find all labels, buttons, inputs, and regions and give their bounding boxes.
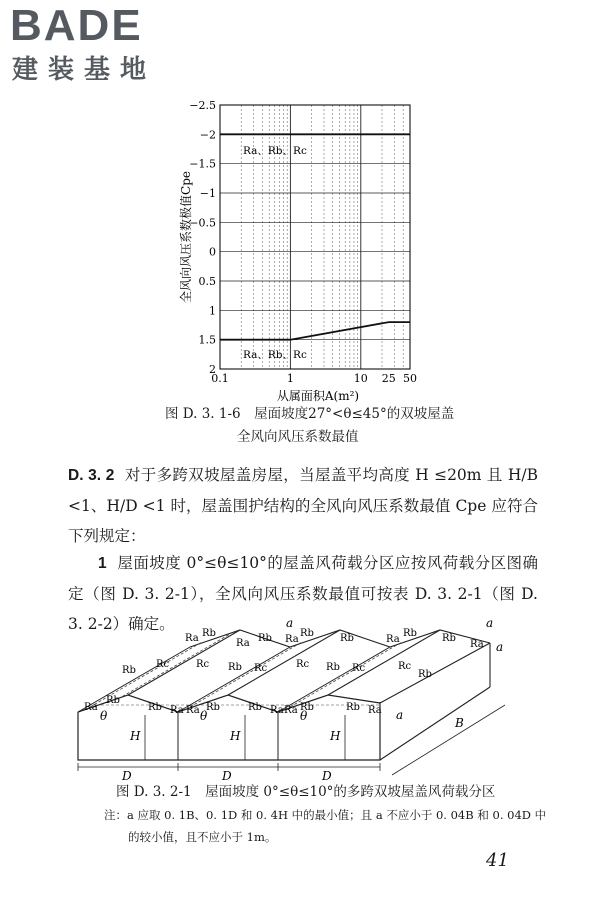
roof-zone-label-back-5: Ra [285, 634, 299, 645]
dim-h-label-3: H [330, 729, 341, 743]
roof-zone-label-front-5: Ra [186, 705, 200, 716]
dim-b-label: B [455, 716, 464, 730]
chart-x-tick-label: 50 [403, 372, 417, 385]
angle-label-3: θ [300, 709, 308, 723]
chart-x-tick-label: 1 [286, 372, 294, 385]
roof-zone-label-back-2: Rb [202, 628, 216, 639]
roof-zone-label-mid-4: Rb [228, 662, 242, 673]
chart-y-tick-label: 0 [209, 245, 216, 259]
roof-zone-label-mid-3: Rc [196, 659, 210, 670]
roof-zone-label-back-4: Rb [258, 633, 272, 644]
wind-pressure-chart [0, 0, 600, 420]
roof-zone-label-back-3: Ra [236, 638, 250, 649]
chart-y-tick-label: 1.5 [198, 333, 216, 347]
section-paragraph [68, 460, 538, 551]
roof-zone-label-back-8: Ra [386, 634, 400, 645]
section-number: D. 3. 2 [68, 467, 115, 484]
roof-zone-label-mid-7: Rb [326, 662, 340, 673]
section-text: 对于多跨双坡屋盖房屋，当屋盖平均高度 H ≤20m 且 H/B <1、H/D <1 时，屋盖围护结构的全风向风压系数最值 Cpe 应符合下列规定： [68, 466, 538, 545]
roof-zone-label-front-10: Rb [300, 702, 314, 713]
roof-zone-label-front-11: Rb [346, 702, 360, 713]
dim-h-label-2: H [230, 729, 241, 743]
roof-zone-label-back-1: Ra [185, 633, 199, 644]
chart-y-axis-label: 全风向风压系数极值Cpe [179, 171, 193, 303]
brand-logo: BADE [10, 1, 143, 50]
roof-zone-label-back-7: Rb [340, 633, 354, 644]
dim-h-label-1: H [130, 729, 141, 743]
chart-series-line-2 [220, 322, 410, 340]
roof-zone-label-front-8: Ra [270, 705, 284, 716]
roof-zone-label-front-4: Ra [170, 705, 184, 716]
chart-y-tick-label: 0.5 [198, 275, 216, 288]
dim-a-label-2: a [486, 616, 494, 630]
roof-zone-label-front-3: Rb [148, 702, 162, 713]
chart-x-axis-label: 从属面积A(m²) [276, 389, 360, 403]
dim-d-label-3: D [322, 769, 332, 783]
roof-zone-label-back-11: Ra [470, 639, 484, 650]
dim-a-label-1: a [286, 616, 294, 630]
dim-a-label-4: a [396, 708, 404, 722]
angle-label-2: θ [200, 709, 208, 723]
roof-zone-label-mid-1: Rb [122, 665, 136, 676]
chart-x-tick-label: 0.1 [211, 372, 229, 385]
chart-y-tick-label: 2 [209, 363, 216, 376]
brand-logo-subtitle: 建装基地 [12, 54, 157, 84]
chart-annotation-upper: Ra、Rb、Rc [243, 145, 307, 157]
roof-zone-label-front-6: Rb [206, 702, 220, 713]
chart-y-tick-label: −1 [199, 187, 216, 200]
roof-zone-label-back-6: Rb [300, 628, 314, 639]
roof-zone-label-back-9: Rb [403, 628, 417, 639]
figure2-caption: 图 D. 3. 2-1 屋面坡度 0°≤θ≤10°的多跨双坡屋盖风荷载分区 [116, 784, 496, 800]
roof-zone-label-mid-9: Rc [398, 661, 412, 672]
chart-series [220, 134, 410, 339]
figure1-caption-line1: 图 D. 3. 1-6 屋面坡度27°<θ≤45°的双坡屋盖 [165, 406, 455, 422]
roof-zone-label-front-12: Ra [368, 705, 382, 716]
roof-zone-label-mid-6: Rc [296, 659, 310, 670]
note-line2: 的较小值，且不应小于 1m。 [128, 830, 277, 844]
chart-y-tick-label: −1.5 [189, 157, 216, 171]
dim-d-label-2: D [222, 769, 232, 783]
dim-a-label-3: a [496, 640, 504, 654]
roof-zone-label-mid-5: Rc [254, 663, 268, 674]
roof-zone-label-front-7: Rb [248, 702, 262, 713]
chart-y-tick-label: −2 [199, 128, 216, 142]
dim-d-label-1: D [122, 769, 132, 783]
roof-zone-label-front-1: Ra [84, 702, 98, 713]
page-number: 41 [486, 850, 509, 871]
roof-zone-label-mid-8: Rc [352, 663, 366, 674]
item1-number: 1 [98, 555, 107, 572]
roof-outline [78, 630, 505, 775]
roof-zone-label-front-2: Rb [106, 695, 120, 706]
chart-y-tick-label: 1 [209, 304, 216, 318]
item1-text: 屋面坡度 0°≤θ≤10°的屋盖风荷载分区应按风荷载分区图确定（图 D. 3. 2-1），全风向风压系数最值可按表 D. 3. 2-1（图 D. 3. 2-2）确定。 [68, 554, 538, 633]
chart-x-tick-label: 25 [381, 372, 396, 385]
figure1-caption-line2: 全风向风压系数最值 [237, 429, 359, 445]
angle-label-1: θ [100, 709, 108, 723]
chart-ticks [189, 99, 417, 385]
roof-zone-label-mid-2: Rc [156, 659, 170, 670]
note-line1: 注：a 应取 0. 1B、0. 1D 和 0. 4H 中的最小值；且 a 不应小于 0. 04B 和 0. 04D 中 [104, 808, 547, 822]
multi-span-roof-diagram [0, 615, 600, 785]
diagram-labels [84, 616, 503, 783]
chart-y-tick-label: −0.5 [189, 216, 216, 230]
roof-zone-label-back-10: Rb [442, 633, 456, 644]
chart-annotation-lower: Ra、Rb、Rc [243, 349, 307, 361]
chart-x-tick-label: 10 [353, 372, 368, 385]
chart-y-tick-label: −2.5 [189, 99, 216, 112]
roof-zone-label-front-9: Ra [284, 705, 298, 716]
roof-zone-label-mid-10: Rb [418, 669, 432, 680]
